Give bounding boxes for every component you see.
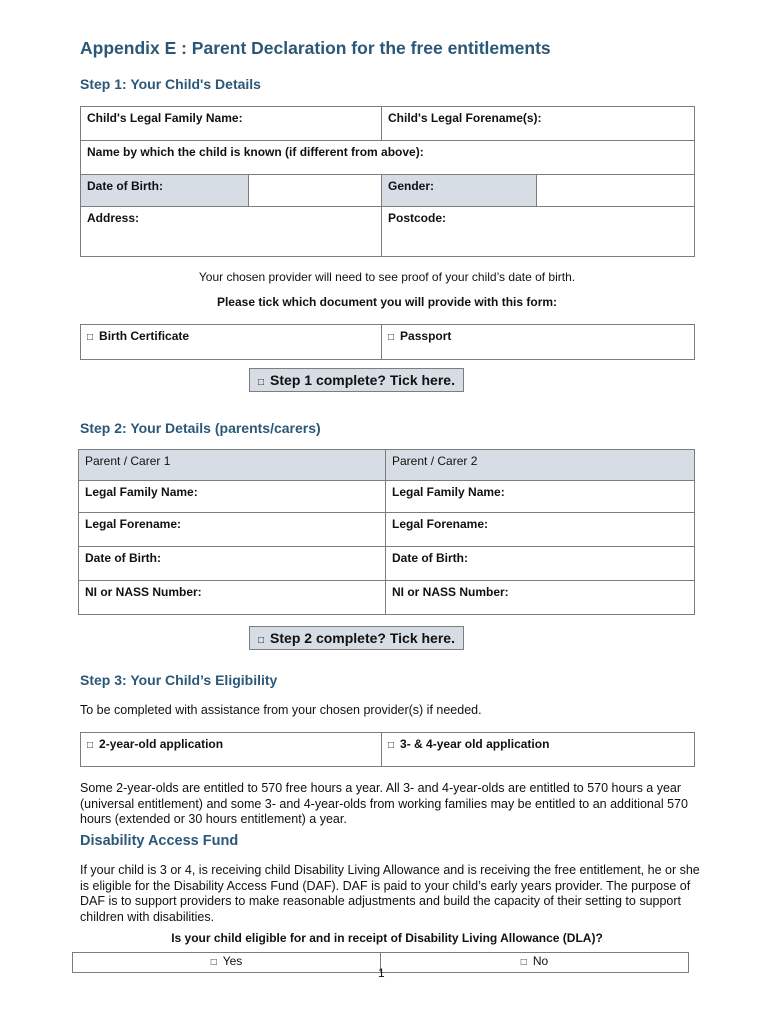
parent1-dob-label: Date of Birth: (85, 551, 161, 565)
step2-heading: Step 2: Your Details (parents/carers) (80, 420, 321, 436)
parent2-dob-field[interactable] (386, 547, 695, 581)
child-dob-label: Date of Birth: (81, 175, 249, 207)
two-year-option[interactable] (81, 733, 382, 767)
birth-certificate-label: Birth Certificate (99, 329, 190, 343)
passport-checkbox[interactable]: □ (388, 332, 395, 343)
parent2-family-name-label: Legal Family Name: (392, 485, 505, 499)
page-title: Appendix E : Parent Declaration for the free entitlements (80, 38, 551, 58)
parent1-dob-field[interactable] (79, 547, 386, 581)
parent-details-table (78, 449, 695, 615)
eligibility-table (80, 732, 695, 767)
step1-heading: Step 1: Your Child's Details (80, 76, 261, 92)
document-choice-table (80, 324, 695, 360)
parent2-dob-label: Date of Birth: (392, 551, 468, 565)
parent2-header: Parent / Carer 2 (386, 450, 695, 481)
tick-instruction: Please tick which document you will provide with this form: (216, 295, 558, 309)
entitlement-paragraph: Some 2-year-olds are entitled to 570 free hours a year. All 3- and 4-year-olds are entitled to 570 hours a year (universal entitlement) and some 3- and 4-year-olds from working families may be entitled to an additional 570 hours (extended or 30 hours entitlement) a year. (80, 781, 688, 826)
child-gender-input[interactable] (537, 175, 695, 207)
dla-question: Is your child eligible for and in receipt of Disability Living Allowance (DLA)? (171, 931, 603, 945)
parent2-ni-label: NI or NASS Number: (392, 585, 509, 599)
birth-certificate-option[interactable] (81, 325, 382, 360)
three-four-year-label: 3- & 4-year old application (400, 737, 550, 751)
three-four-year-checkbox[interactable]: □ (388, 740, 395, 751)
child-legal-forenames-field[interactable] (382, 107, 695, 141)
page-number: 1 (378, 966, 385, 980)
dla-no-label: No (532, 954, 549, 968)
dla-yes-checkbox[interactable]: □ (210, 957, 217, 968)
dla-no-option[interactable] (381, 953, 689, 973)
parent1-ni-field[interactable] (79, 581, 386, 615)
two-year-label: 2-year-old application (99, 737, 224, 751)
child-postcode-field[interactable] (382, 207, 695, 257)
step3-intro: To be completed with assistance from your chosen provider(s) if needed. (80, 703, 482, 717)
step1-complete-label: Step 1 complete? Tick here. (270, 372, 455, 388)
child-legal-family-name-label: Child's Legal Family Name: (87, 111, 243, 125)
step1-complete-checkbox[interactable] (249, 368, 464, 392)
passport-option[interactable] (382, 325, 695, 360)
child-legal-family-name-field[interactable] (81, 107, 382, 141)
parent1-forename-field[interactable] (79, 513, 386, 547)
parent2-ni-field[interactable] (386, 581, 695, 615)
child-postcode-label: Postcode: (388, 211, 447, 225)
daf-heading: Disability Access Fund (80, 833, 239, 849)
dla-yes-label: Yes (222, 954, 243, 968)
parent1-family-name-field[interactable] (79, 481, 386, 513)
parent1-family-name-label: Legal Family Name: (85, 485, 198, 499)
parent2-forename-field[interactable] (386, 513, 695, 547)
child-known-name-label: Name by which the child is known (if different from above): (87, 145, 424, 159)
child-gender-label: Gender: (382, 175, 537, 207)
child-legal-forenames-label: Child's Legal Forename(s): (388, 111, 542, 125)
step2-complete-box-icon: □ (258, 635, 265, 646)
child-address-field[interactable] (81, 207, 382, 257)
child-address-label: Address: (87, 211, 140, 225)
proof-note: Your chosen provider will need to see proof of your child’s date of birth. (198, 270, 576, 284)
parent1-ni-label: NI or NASS Number: (85, 585, 202, 599)
two-year-checkbox[interactable]: □ (87, 740, 94, 751)
dla-no-checkbox[interactable]: □ (520, 957, 527, 968)
birth-certificate-checkbox[interactable]: □ (87, 332, 94, 343)
parent2-family-name-field[interactable] (386, 481, 695, 513)
step1-complete-box-icon: □ (258, 377, 265, 388)
step3-heading: Step 3: Your Child’s Eligibility (80, 672, 278, 688)
daf-paragraph: If your child is 3 or 4, is receiving child Disability Living Allowance and is receiving the free entitlement, he or she is eligible for the Disability Access Fund (DAF). DAF is paid to your child’s early years provider. The purpose of DAF is to support providers to make reasonable adjustments and build the capacity of their setting to support children with disabilities. (80, 863, 700, 924)
step2-complete-label: Step 2 complete? Tick here. (270, 630, 455, 646)
parent1-header: Parent / Carer 1 (79, 450, 386, 481)
parent2-forename-label: Legal Forename: (392, 517, 489, 531)
three-four-year-option[interactable] (382, 733, 695, 767)
child-dob-input[interactable] (249, 175, 382, 207)
step2-complete-checkbox[interactable] (249, 626, 464, 650)
child-known-name-field[interactable] (81, 141, 695, 175)
child-details-table (80, 106, 695, 257)
parent1-forename-label: Legal Forename: (85, 517, 182, 531)
passport-label: Passport (400, 329, 452, 343)
dla-yes-option[interactable] (73, 953, 381, 973)
